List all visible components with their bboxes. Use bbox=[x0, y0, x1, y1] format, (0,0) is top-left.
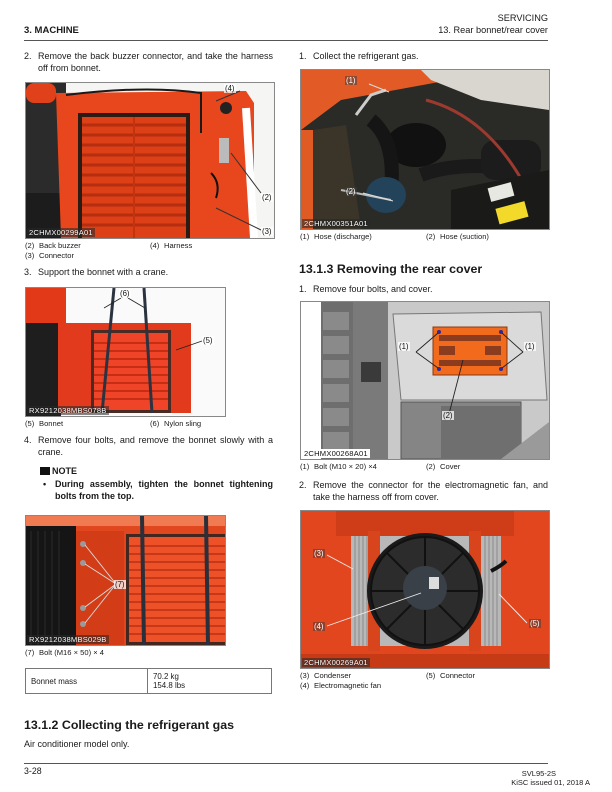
callout-harness: (4) bbox=[225, 84, 235, 93]
step-number: 2. bbox=[299, 480, 307, 490]
figure-id: 2CHMX00299A01 bbox=[29, 228, 93, 237]
figure-legend bbox=[300, 462, 550, 472]
rear-cover-illustration bbox=[301, 302, 549, 459]
subsection-title: 13. Rear bonnet/rear cover bbox=[438, 24, 548, 35]
legend-label: Cover bbox=[440, 462, 461, 471]
step-number: 2. bbox=[24, 51, 32, 61]
figure-legend bbox=[25, 419, 275, 429]
spec-label: Bonnet mass bbox=[26, 669, 148, 694]
callout-condenser: (3) bbox=[314, 549, 324, 558]
step-text: Remove four bolts, and remove the bonnet slowly with a crane. bbox=[38, 435, 273, 457]
step-number: 4. bbox=[24, 435, 32, 445]
legend-label: Harness bbox=[164, 241, 193, 250]
bonnet-rear-photo bbox=[26, 83, 274, 238]
step-text: Collect the refrigerant gas. bbox=[313, 51, 419, 61]
legend-label: Electromagnetic fan bbox=[314, 680, 382, 690]
figure-id: 2CHMX00351A01 bbox=[304, 219, 368, 228]
condenser-fan-photo bbox=[301, 511, 549, 668]
callout-connector: (5) bbox=[530, 619, 540, 628]
figure-id: 2CHMX00269A01 bbox=[304, 658, 368, 667]
footer-divider bbox=[24, 763, 548, 764]
figure-legend bbox=[25, 648, 275, 658]
callout-electromagnetic-fan: (4) bbox=[314, 622, 324, 631]
header-divider bbox=[24, 40, 548, 41]
spec-value bbox=[148, 669, 272, 694]
callout-bolt-left: (1) bbox=[399, 342, 409, 351]
legend-number: (2) bbox=[426, 462, 436, 471]
legend-label: Connector bbox=[440, 671, 476, 680]
callout-bonnet: (5) bbox=[203, 336, 213, 345]
callout-hose-suction: (2) bbox=[346, 187, 356, 196]
legend-number: (7) bbox=[25, 648, 35, 657]
legend-label: Bolt (M16 × 50) × 4 bbox=[39, 648, 105, 657]
legend-label: Connector bbox=[39, 250, 75, 260]
section-title: SERVICING bbox=[497, 13, 548, 23]
legend-label: Bolt (M10 × 20) ×4 bbox=[314, 462, 377, 471]
engine-bay-photo bbox=[301, 70, 549, 229]
step-number: 1. bbox=[299, 51, 307, 61]
step-text: Support the bonnet with a crane. bbox=[38, 267, 169, 277]
issue-info: KiSC issued 01, 2018 A bbox=[511, 778, 590, 787]
chapter-title: 3. MACHINE bbox=[24, 25, 79, 36]
bonnet-mass-table bbox=[25, 668, 272, 694]
step-1-collect-gas bbox=[299, 51, 548, 63]
figure-legend bbox=[25, 241, 275, 260]
figure-legend bbox=[300, 232, 550, 242]
page-number: 3-28 bbox=[24, 766, 42, 776]
figure-id: 2CHMX00268A01 bbox=[304, 449, 368, 458]
legend-label: Condenser bbox=[314, 671, 352, 680]
note-marker-icon bbox=[40, 467, 50, 475]
figure-back-buzzer bbox=[25, 82, 275, 239]
callout-nylon-sling: (6) bbox=[120, 289, 130, 298]
table-row bbox=[26, 669, 272, 694]
note-text: During assembly, tighten the bonnet tightening bolts from the top. bbox=[55, 479, 273, 501]
bullet-icon: • bbox=[43, 479, 47, 489]
figure-id: RX9212038MBS078B bbox=[29, 406, 107, 415]
legend-number: (2) bbox=[426, 232, 436, 241]
figure-condenser-fan bbox=[300, 510, 550, 669]
figure-bonnet-bolts bbox=[25, 515, 226, 646]
legend-number: (4) bbox=[150, 241, 160, 250]
legend-label: Hose (discharge) bbox=[314, 232, 372, 241]
section-heading-13-1-3: 13.1.3 Removing the rear cover bbox=[299, 262, 483, 276]
callout-bolt-right: (1) bbox=[525, 342, 535, 351]
legend-number: (1) bbox=[300, 462, 310, 471]
legend-number: (3) bbox=[25, 250, 35, 260]
section-header bbox=[438, 13, 548, 36]
section-note-text: Air conditioner model only. bbox=[24, 739, 130, 749]
legend-label: Hose (suction) bbox=[440, 232, 489, 241]
spec-value-lbs: 154.8 lbs bbox=[153, 681, 186, 690]
step-text: Remove the connector for the electromagnetic fan, and take the harness off from cover. bbox=[313, 480, 548, 502]
section-heading-13-1-2: 13.1.2 Collecting the refrigerant gas bbox=[24, 718, 235, 732]
figure-legend bbox=[300, 671, 550, 690]
legend-number: (1) bbox=[300, 232, 310, 241]
legend-number: (3) bbox=[300, 671, 310, 680]
callout-hose-discharge: (1) bbox=[346, 76, 356, 85]
model-name: SVL95-2S bbox=[521, 769, 556, 778]
step-2-remove-buzzer bbox=[24, 51, 273, 74]
step-3-support-bonnet bbox=[24, 267, 273, 279]
callout-cover: (2) bbox=[443, 411, 453, 420]
legend-number: (4) bbox=[300, 680, 310, 690]
figure-refrigerant-hoses bbox=[300, 69, 550, 230]
legend-label: Back buzzer bbox=[39, 241, 81, 250]
spec-value-kg: 70.2 kg bbox=[153, 672, 179, 681]
callout-back-buzzer: (2) bbox=[262, 193, 272, 202]
legend-label: Bonnet bbox=[39, 419, 64, 428]
note-body bbox=[43, 479, 273, 502]
legend-label: Nylon sling bbox=[164, 419, 202, 428]
step-number: 3. bbox=[24, 267, 32, 277]
legend-number: (6) bbox=[150, 419, 160, 428]
note-heading-text: NOTE bbox=[52, 466, 78, 476]
document-info bbox=[511, 769, 590, 787]
note-heading bbox=[40, 466, 77, 476]
callout-connector: (3) bbox=[262, 227, 272, 236]
step-2-remove-fan-connector bbox=[299, 480, 548, 503]
legend-number: (5) bbox=[25, 419, 35, 428]
legend-number: (5) bbox=[426, 671, 436, 680]
step-4-remove-bolts bbox=[24, 435, 273, 458]
figure-crane-support bbox=[25, 287, 226, 417]
figure-id: RX9212038MBS029B bbox=[29, 635, 107, 644]
crane-bonnet-photo bbox=[26, 288, 225, 416]
legend-number: (2) bbox=[25, 241, 35, 250]
step-text: Remove four bolts, and cover. bbox=[313, 284, 433, 294]
figure-rear-cover bbox=[300, 301, 550, 460]
step-number: 1. bbox=[299, 284, 307, 294]
step-text: Remove the back buzzer connector, and take the harness off from bonnet. bbox=[38, 51, 273, 73]
step-1-remove-cover bbox=[299, 284, 548, 296]
callout-bolt: (7) bbox=[115, 580, 125, 589]
